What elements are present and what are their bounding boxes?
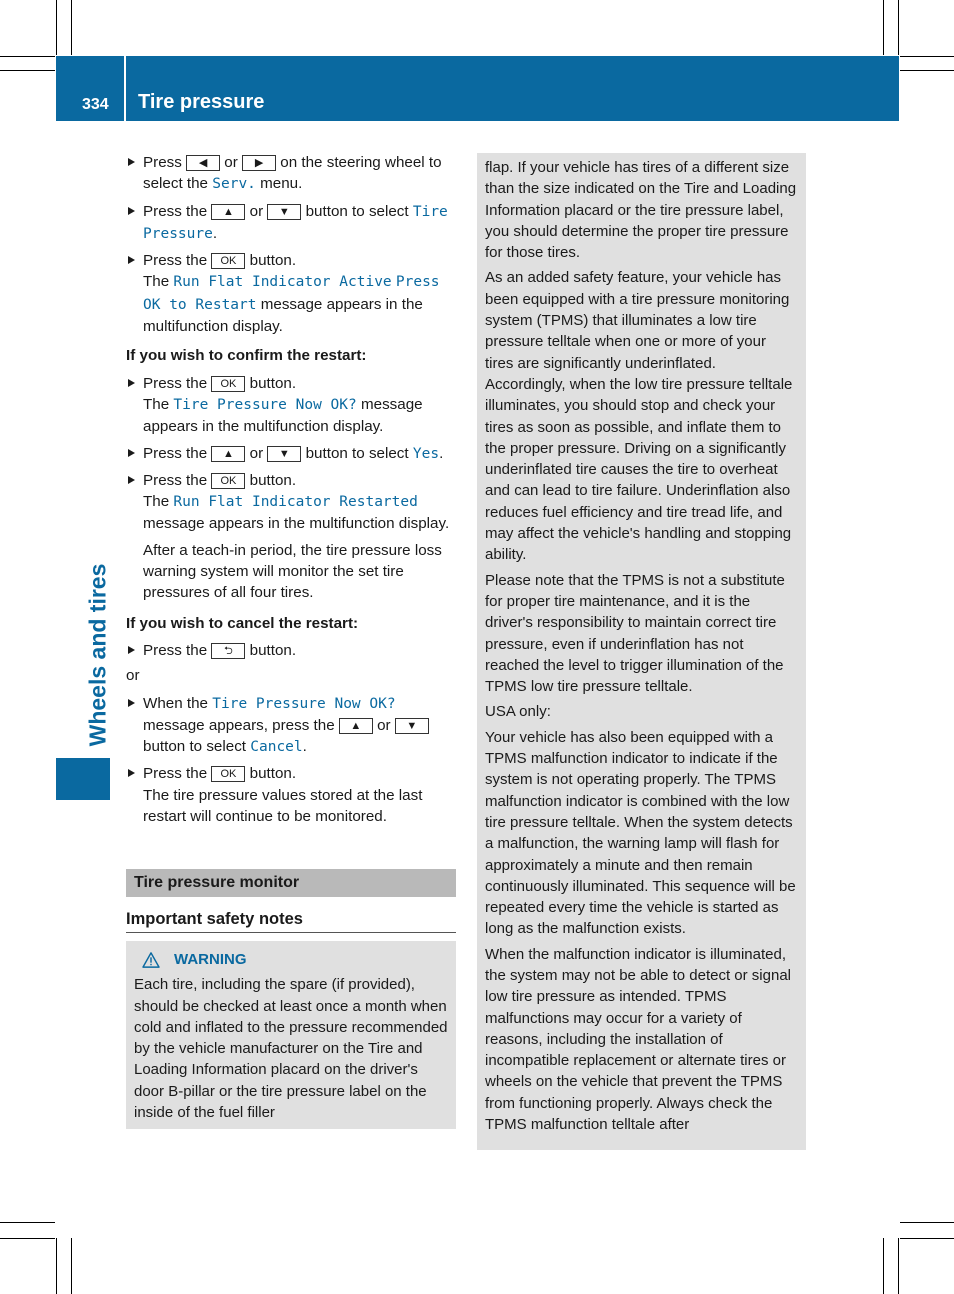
step-text: on the steering wheel to select the [143,154,442,193]
step-text: button. [249,374,297,392]
crop-mark [56,0,57,55]
display-message: Run Flat Indicator Restarted [173,494,418,511]
step-result [126,491,456,535]
paragraph: As an added safety feature, your vehicle has been equipped with a tire pressure monitoring system (TPMS) that illuminates a low tire pressure telltale when one or more of your tires are significantly underinflated. Accordingly, when the low tire pressure telltale illuminates, you should stop and check your tires as soon as possible, and inflate them to the proper pressure. Driving on a significantly underinflated tire causes the tire to overheat and can lead to tire failure. Underinflation also reduces fuel efficiency and tire tread life, and may affect the vehicle's handling and stopping ability. [485,269,793,564]
ok-key-icon: OK [211,766,245,782]
crop-mark [900,70,954,71]
step-text: button. [249,471,297,489]
crop-mark [898,1238,899,1294]
display-message: Cancel [250,739,303,756]
crop-mark [0,1222,55,1223]
step-text: message appears in the multifunction display. [143,295,423,336]
down-arrow-key-icon: ▼ [395,718,429,734]
step-text: button to select [305,202,409,220]
step-text: button to select [143,738,247,756]
step-text: message appears in the multifunction display. [143,515,450,533]
step-text: or [249,444,264,462]
step-text: button. [249,765,297,783]
left-column [126,152,456,1129]
step-text: message appears, press the [143,716,335,734]
paragraph: Your vehicle has also been equipped with a TPMS malfunction indicator to indicate if the system is not operating properly. The TPMS malfunction indicator is combined with the low tire pressure telltale. When the system detects a malfunction, the warning lamp will flash for approximately a minute and then remain continuously illuminated. This sequence will be repeated every time the vehicle is started as long as the malfunction exists. [485,728,796,938]
display-message: Run Flat Indicator Active [173,274,392,291]
step-text: or [249,202,264,220]
step-result [126,271,456,337]
step-text: The [143,273,170,291]
step-text: When the [143,694,209,712]
or-text: or [126,667,140,685]
header-divider [124,56,126,121]
chapter-side-label: Wheels and tires [84,563,111,747]
instruction-step [126,470,456,491]
step-arrow-icon [128,476,135,484]
step-result [126,394,456,438]
step-text: button. [249,641,297,659]
down-arrow-key-icon: ▼ [267,204,301,220]
crop-mark [900,1238,954,1239]
crop-mark [71,1238,72,1294]
step-text: . [439,444,444,462]
paragraph: When the malfunction indicator is illuminated, the system may not be able to detect or signal low tire pressure as intended. TPMS malfunctions may occur for a variety of reasons, including the installation of incompatible replacement or alternate tires or wheels on the vehicle that prevent the TPMS from functioning properly. Always check the TPMS malfunction telltale after [485,945,791,1134]
confirm-restart-heading: If you wish to confirm the restart: [126,347,367,365]
up-arrow-key-icon: ▲ [339,718,373,734]
instruction-step [126,373,456,394]
step-text: or [224,154,238,171]
instruction-step [126,640,456,661]
step-result: The tire pressure values stored at the last restart will continue to be monitored. [143,786,423,826]
instruction-step [126,201,456,246]
step-text: . [302,738,307,756]
step-text: message appears in the multifunction display. [143,395,423,436]
crop-mark [900,1222,954,1223]
step-text: Press the [143,202,208,220]
step-arrow-icon [128,379,135,387]
display-message: Tire Pressure Now OK? [212,695,396,712]
instruction-step [126,693,456,759]
ok-key-icon: OK [211,376,245,392]
step-text: . [212,224,218,242]
crop-mark [0,70,55,71]
step-text: Press the [143,471,208,489]
instruction-step [126,763,456,784]
instruction-step [126,152,456,196]
step-note: After a teach-in period, the tire pressure loss warning system will monitor the set tire pressures of all four tires. [143,541,442,602]
crop-mark [900,56,954,57]
step-text: menu. [260,175,303,193]
crop-mark [71,0,72,55]
crop-mark [0,56,55,57]
right-arrow-key-icon: ▶ [242,155,276,171]
chapter-side-tab [56,758,110,800]
safety-notes-heading: Important safety notes [126,909,456,933]
ok-key-icon: OK [211,473,245,489]
crop-mark [883,0,884,55]
page-number: 334 [82,96,109,113]
step-text: button. [249,252,297,270]
warning-text: Each tire, including the spare (if provided), should be checked at least once a month when cold and inflated to the pressure recommended by the vehicle manufacturer on the Tire and Loading Information placard on the driver's door B-pillar or the tire pressure label on the inside of the fuel filler [134,976,448,1121]
step-text: Press the [143,444,208,462]
step-arrow-icon [128,158,135,166]
step-text: Press the [143,252,208,270]
step-arrow-icon [128,449,135,457]
section-title: Tire pressure [138,91,265,113]
up-arrow-key-icon: ▲ [211,446,245,462]
step-text: or [377,716,391,734]
step-text: The [143,395,170,413]
right-column-box [477,153,806,1150]
step-text: Press [143,154,182,171]
down-arrow-key-icon: ▼ [267,446,301,462]
warning-box [126,941,456,1129]
instruction-step [126,250,456,271]
step-text: Press the [143,641,208,659]
warning-title-text: WARNING [174,950,247,968]
step-arrow-icon [128,769,135,777]
ok-key-icon: OK [211,253,245,269]
step-arrow-icon [128,699,135,707]
cancel-restart-heading: If you wish to cancel the restart: [126,614,359,632]
back-button-icon: ⮌ [211,643,245,659]
step-text: The [143,493,170,511]
display-message: Tire Pressure [143,203,448,242]
instruction-step [126,443,456,465]
crop-mark [898,0,899,55]
paragraph: flap. If your vehicle has tires of a different size than the size indicated on the Tire and Loading Information placard or the tire pressure label, you should determine the proper tire pressure for those tires. [485,159,797,262]
warning-triangle-icon [142,952,160,968]
paragraph: USA only: [485,703,551,721]
step-arrow-icon [128,207,135,215]
step-text: Press the [143,765,208,783]
display-message: Yes [412,445,440,462]
step-text: Press the [143,374,208,392]
step-text: button to select [305,444,409,462]
up-arrow-key-icon: ▲ [211,204,245,220]
display-message: Tire Pressure Now OK? [173,396,357,413]
display-message: Serv. [212,176,256,193]
paragraph: Please note that the TPMS is not a substitute for proper tire maintenance, and it is the driver's responsibility to maintain correct tire pressure, even if underinflation has not reached the level to trigger illumination of the TPMS low tire pressure telltale. [485,571,785,696]
step-arrow-icon [128,256,135,264]
crop-mark [56,1238,57,1294]
warning-title [134,949,448,970]
crop-mark [0,1238,55,1239]
display-message: Press OK to Restart [143,274,440,313]
tire-pressure-monitor-heading: Tire pressure monitor [126,869,456,896]
step-arrow-icon [128,646,135,654]
left-arrow-key-icon: ◀ [186,155,220,171]
crop-mark [883,1238,884,1294]
